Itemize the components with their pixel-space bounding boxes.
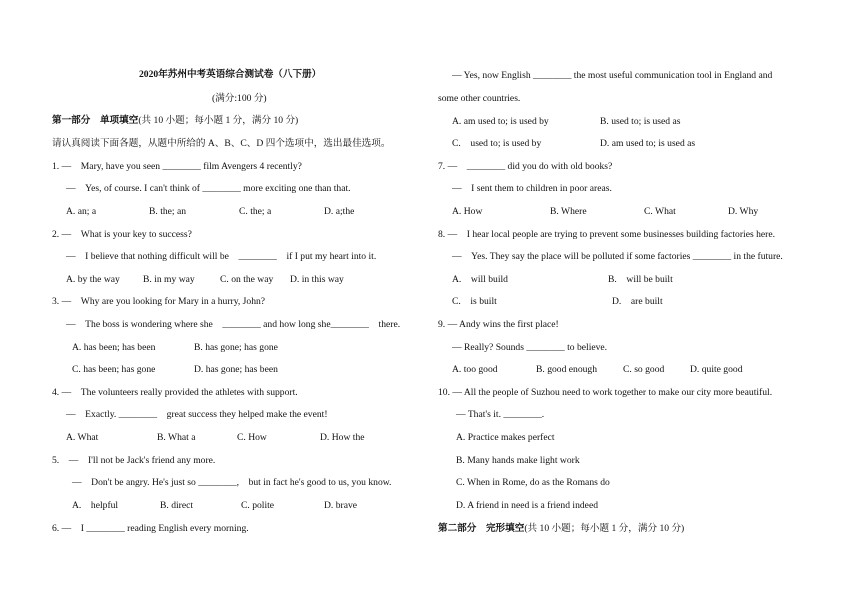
part1-heading-note: (共 10 小题；每小题 1 分，满分 10 分): [138, 115, 299, 126]
exam-score: (满分:100 分): [212, 93, 267, 104]
question-3-option-a: A. has been; has been: [72, 342, 156, 353]
question-2-option-c: C. on the way: [220, 274, 274, 285]
part2-heading-title: 第二部分 完形填空: [438, 523, 525, 534]
question-3-line-1: 3. — Why are you looking for Mary in a hurry, John?: [52, 296, 266, 307]
question-6-option-c: C. used to; is used by: [452, 138, 542, 149]
question-1-option-a: A. an; a: [66, 206, 97, 217]
question-7-option-a: A. How: [452, 206, 483, 217]
question-6-option-d: D. am used to; is used as: [600, 138, 696, 149]
question-4-option-d: D. How the: [320, 432, 365, 443]
question-6-line-3: some other countries.: [438, 93, 521, 104]
question-8-option-a: A. will build: [452, 274, 508, 285]
part1-instruction: 请认真阅读下面各题，从题中所给的 A、B、C、D 四个选项中，选出最佳选项。: [52, 138, 391, 149]
question-9-option-b: B. good enough: [536, 364, 598, 375]
question-2-option-b: B. in my way: [143, 274, 195, 285]
question-9-option-d: D. quite good: [690, 364, 743, 375]
question-10-option-a: A. Practice makes perfect: [456, 432, 555, 443]
exam-title: 2020年苏州中考英语综合测试卷（八下册）: [139, 69, 322, 80]
question-10-line-2: — That's it. ________.: [456, 409, 545, 420]
question-5-option-b: B. direct: [160, 500, 194, 511]
question-10-option-c: C. When in Rome, do as the Romans do: [456, 477, 610, 488]
question-10-option-d: D. A friend in need is a friend indeed: [456, 500, 598, 511]
part1-heading: [52, 115, 298, 127]
question-1-option-b: B. the; an: [149, 206, 187, 217]
question-1-option-c: C. the; a: [239, 206, 272, 217]
question-7-option-b: B. Where: [550, 206, 587, 217]
question-5-option-d: D. brave: [324, 500, 358, 511]
part2-heading-note: (共 10 小题；每小题 1 分，满分 10 分): [524, 523, 685, 534]
question-2-option-a: A. by the way: [66, 274, 120, 285]
question-8-line-2: — Yes. They say the place will be polluted if some factories ________ in the future.: [452, 251, 783, 262]
question-7-option-c: C. What: [644, 206, 676, 217]
question-4-line-2: — Exactly. ________ great success they helped make the event!: [66, 409, 328, 420]
part1-heading-title: 第一部分 单项填空: [52, 115, 139, 126]
question-3-option-c: C. has been; has gone: [72, 364, 156, 375]
question-10-option-b: B. Many hands make light work: [456, 455, 580, 466]
question-5-option-a: A. helpful: [72, 500, 119, 511]
question-4-option-a: A. What: [66, 432, 99, 443]
question-3-line-2: — The boss is wondering where she ________ and how long she________ there.: [66, 319, 401, 330]
question-8-line-1: 8. — I hear local people are trying to prevent some businesses building factories here.: [438, 229, 776, 240]
question-2-line-2: — I believe that nothing difficult will be ________ if I put my heart into it.: [66, 251, 377, 262]
question-2-option-d: D. in this way: [290, 274, 344, 285]
question-5-line-1: 5. — I'll not be Jack's friend any more.: [52, 455, 216, 466]
question-1-line-2: — Yes, of course. I can't think of ________ more exciting one than that.: [66, 183, 351, 194]
question-6-line-2: — Yes, now English ________ the most useful communication tool in England and: [452, 70, 773, 81]
question-3-option-d: D. has gone; has been: [194, 364, 278, 375]
part2-heading: [438, 523, 684, 535]
question-6-option-a: A. am used to; is used by: [452, 116, 549, 127]
question-8-option-d: D. are built: [612, 296, 663, 307]
question-7-line-1: 7. — ________ did you do with old books?: [438, 161, 613, 172]
question-7-option-d: D. Why: [728, 206, 759, 217]
question-4-option-b: B. What a: [157, 432, 196, 443]
question-9-option-a: A. too good: [452, 364, 498, 375]
question-4-option-c: C. How: [237, 432, 267, 443]
question-1-line-1: 1. — Mary, have you seen ________ film Avengers 4 recently?: [52, 161, 302, 172]
question-6-line-1: 6. — I ________ reading English every morning.: [52, 523, 249, 534]
question-3-option-b: B. has gone; has gone: [194, 342, 278, 353]
question-9-line-2: — Really? Sounds ________ to believe.: [452, 342, 608, 353]
question-4-line-1: 4. — The volunteers really provided the athletes with support.: [52, 387, 298, 398]
question-5-option-c: C. polite: [241, 500, 275, 511]
question-10-line-1: 10. — All the people of Suzhou need to work together to make our city more beautiful.: [438, 387, 773, 398]
question-1-option-d: D. a;the: [324, 206, 355, 217]
question-9-line-1: 9. — Andy wins the first place!: [438, 319, 559, 330]
question-9-option-c: C. so good: [623, 364, 665, 375]
question-6-option-b: B. used to; is used as: [600, 116, 681, 127]
question-2-line-1: 2. — What is your key to success?: [52, 229, 192, 240]
question-8-option-c: C. is built: [452, 296, 497, 307]
question-5-line-2: — Don't be angry. He's just so ________, but in fact he's good to us, you know.: [72, 477, 392, 488]
question-7-line-2: — I sent them to children in poor areas.: [452, 183, 612, 194]
question-8-option-b: B. will be built: [608, 274, 673, 285]
